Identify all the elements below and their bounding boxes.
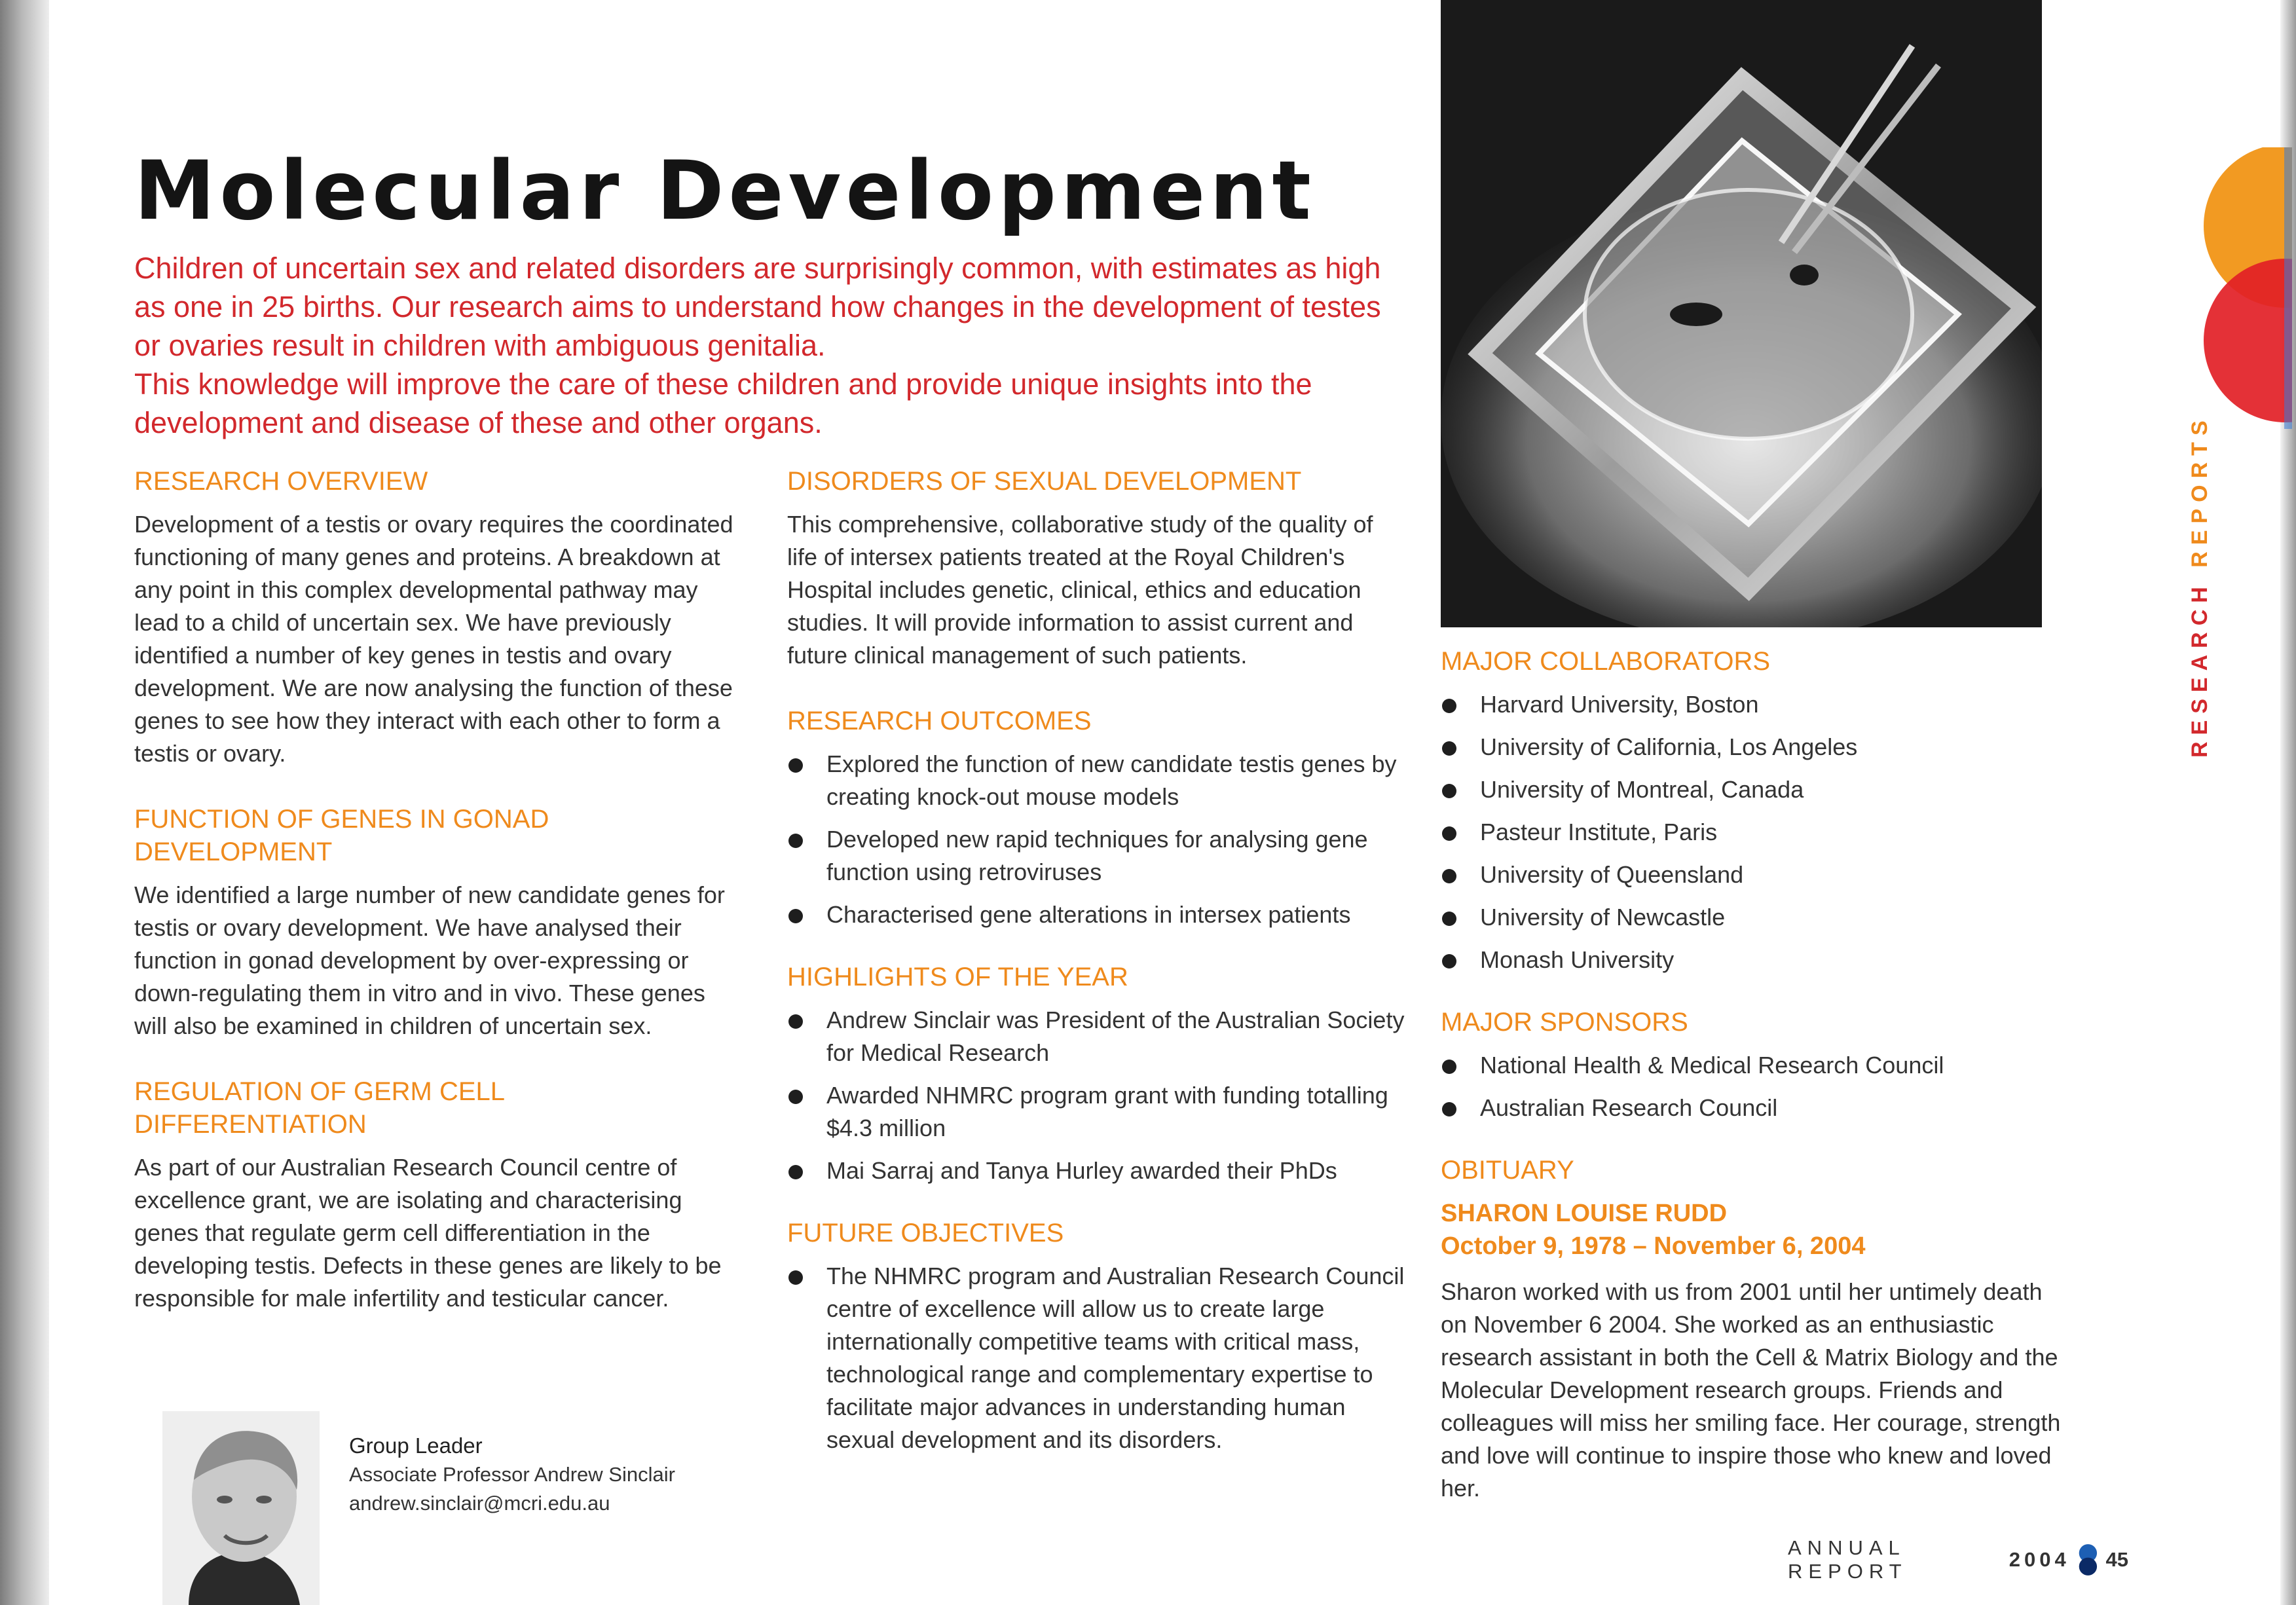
section-tab-graphic <box>2181 147 2292 429</box>
list-item: Explored the function of new candidate testis genes by creating knock-out mouse models <box>787 748 1409 813</box>
germ-cell-text: As part of our Australian Research Council centre of excellence grant, we are isolating and characterising genes that regulate germ cell differentiation in the developing testis. Defects in these genes are likely to be responsible for male infertility and testicular cancer. <box>134 1154 722 1312</box>
list-item: University of Queensland <box>1441 858 2069 891</box>
portrait-illustration <box>162 1411 320 1605</box>
group-leader-name: Associate Professor Andrew Sinclair <box>349 1463 675 1486</box>
column-right <box>1441 645 2069 1538</box>
list-item: Harvard University, Boston <box>1441 688 2069 721</box>
germ-cell-heading: REGULATION OF GERM CELL DIFFERENTIATION <box>134 1077 504 1139</box>
objectives-heading: FUTURE OBJECTIVES <box>787 1219 1064 1247</box>
list-item: Developed new rapid techniques for analysing gene function using retroviruses <box>787 823 1409 889</box>
footer-label: ANNUAL REPORT <box>1788 1536 1908 1583</box>
list-item: University of Newcastle <box>1441 901 2069 934</box>
section-side-label <box>2187 414 2213 758</box>
institute-logo-icon <box>2078 1541 2098 1579</box>
gene-function-text: We identified a large number of new candidate genes for testis or ovary development. We have analysed their function in gonad development by over-expressing or down-regulating them in vitro and in vivo. These genes will also be examined in children of uncertain sex. <box>134 881 725 1039</box>
obituary-name: SHARON LOUISE RUDD <box>1441 1200 1728 1227</box>
list-item: National Health & Medical Research Council <box>1441 1049 2069 1082</box>
glass-dish-illustration <box>1441 0 2042 627</box>
column-middle <box>787 465 1409 1486</box>
page-footer <box>1788 1536 2128 1583</box>
research-overview-text: Development of a testis or ovary requires the coordinated functioning of many genes and proteins. A breakdown at any point in this complex developmental pathway may lead to a child of uncertain sex. We have previously identified a number of key genes in testis and ovary development. We are now analysing the function of these genes to see how they interact with each other to form a testis or ovary. <box>134 511 733 767</box>
highlights-heading: HIGHLIGHTS OF THE YEAR <box>787 963 1128 991</box>
list-item: Pasteur Institute, Paris <box>1441 816 2069 849</box>
intro-text-2: This knowledge will improve the care of these children and provide unique insights into the development and disease of these and other organs. <box>134 367 1312 439</box>
objectives-list <box>787 1260 1409 1456</box>
disorders-heading: DISORDERS OF SEXUAL DEVELOPMENT <box>787 467 1302 496</box>
list-item: Awarded NHMRC program grant with funding totalling $4.3 million <box>787 1079 1409 1145</box>
gene-function-heading: FUNCTION OF GENES IN GONAD DEVELOPMENT <box>134 805 549 866</box>
intro-text-1: Children of uncertain sex and related disorders are surprisingly common, with estimates as high as one in 25 births. Our research aims to understand how changes in the development of testes or ovaries result in children with ambiguous genitalia. <box>134 251 1381 362</box>
group-leader-email: andrew.sinclair@mcri.edu.au <box>349 1492 610 1515</box>
list-item: University of California, Los Angeles <box>1441 731 2069 764</box>
list-item: Australian Research Council <box>1441 1092 2069 1124</box>
collaborators-heading: MAJOR COLLABORATORS <box>1441 647 1771 676</box>
collaborators-list <box>1441 688 2069 976</box>
intro-paragraph <box>134 249 1392 442</box>
book-gutter-shadow <box>0 0 49 1605</box>
disorders-text: This comprehensive, collaborative study of the quality of life of intersex patients treated at the Royal Children's Hospital includes genetic, clinical, ethics and education studies. It will provide information to assist current and future clinical management of such patients. <box>787 511 1373 669</box>
column-left <box>134 465 743 1348</box>
obituary-dates: October 9, 1978 – November 6, 2004 <box>1441 1232 1866 1260</box>
side-label-word-2: REPORTS <box>2187 414 2212 568</box>
list-item: Monash University <box>1441 944 2069 976</box>
footer-year: 2004 <box>2009 1548 2070 1571</box>
research-overview-heading: RESEARCH OVERVIEW <box>134 467 428 496</box>
side-label-word-1: RESEARCH <box>2187 580 2212 758</box>
highlights-list <box>787 1004 1409 1187</box>
list-item: Characterised gene alterations in intersex patients <box>787 898 1409 931</box>
list-item: Andrew Sinclair was President of the Australian Society for Medical Research <box>787 1004 1409 1069</box>
outcomes-heading: RESEARCH OUTCOMES <box>787 707 1092 735</box>
avatar <box>162 1411 320 1605</box>
group-leader-info <box>349 1431 755 1518</box>
obituary-heading: OBITUARY <box>1441 1156 1574 1185</box>
obituary-text: Sharon worked with us from 2001 until her untimely death on November 6 2004. She worked as an enthusiastic research assistant in both the Cell & Matrix Biology and the Molecular Development research groups. Friends and colleagues will miss her smiling face. Her courage, strength and love will continue to inspire those who knew and loved her. <box>1441 1278 2061 1502</box>
page-number: 45 <box>2105 1548 2128 1571</box>
page-title: Molecular Development <box>134 144 1316 238</box>
outcomes-list <box>787 748 1409 931</box>
sponsors-list <box>1441 1049 2069 1124</box>
lab-photo <box>1441 0 2042 627</box>
list-item: University of Montreal, Canada <box>1441 773 2069 806</box>
list-item: Mai Sarraj and Tanya Hurley awarded their PhDs <box>787 1154 1409 1187</box>
group-leader-role: Group Leader <box>349 1433 483 1458</box>
list-item: The NHMRC program and Australian Research Council centre of excellence will allow us to create large internationally competitive teams with critical mass, technological range and complementary expertise to facilitate major advances in understanding human sexual development and its disorders. <box>787 1260 1409 1456</box>
sponsors-heading: MAJOR SPONSORS <box>1441 1008 1688 1037</box>
